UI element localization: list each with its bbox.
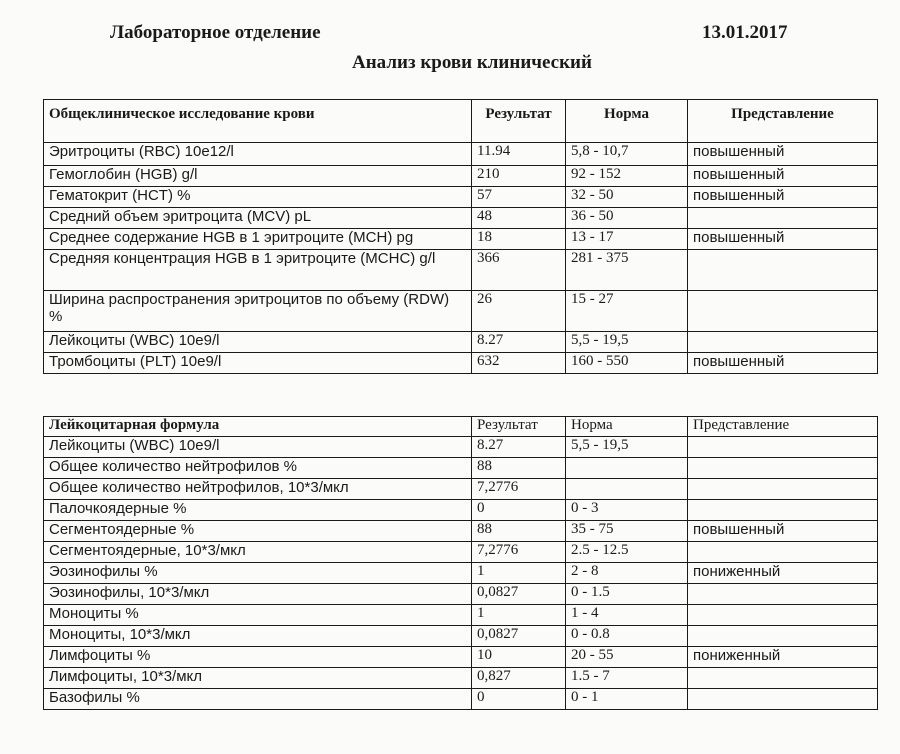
cell-status <box>688 689 878 710</box>
cell-name: Лейкоциты (WBC) 10e9/l <box>44 437 472 458</box>
table-row <box>44 229 878 250</box>
cell-result: 26 <box>472 291 566 332</box>
cell-status <box>688 458 878 479</box>
cell-name: Эритроциты (RBC) 10e12/l <box>44 143 472 166</box>
cell-result: 0,0827 <box>472 626 566 647</box>
cell-status <box>688 626 878 647</box>
cell-result: 7,2776 <box>472 479 566 500</box>
cell-status: повышенный <box>688 143 878 166</box>
cell-name: Тромбоциты (PLT) 10e9/l <box>44 353 472 374</box>
cell-name: Палочкоядерные % <box>44 500 472 521</box>
cell-status <box>688 542 878 563</box>
cell-norm: 0 - 1 <box>566 689 688 710</box>
cell-result: 88 <box>472 458 566 479</box>
cell-norm: 36 - 50 <box>566 208 688 229</box>
cell-status <box>688 291 878 332</box>
cell-status: повышенный <box>688 353 878 374</box>
cell-norm: 5,8 - 10,7 <box>566 143 688 166</box>
cell-norm: 2 - 8 <box>566 563 688 584</box>
cell-result: 10 <box>472 647 566 668</box>
cell-status <box>688 605 878 626</box>
cell-norm: 5,5 - 19,5 <box>566 437 688 458</box>
table-row <box>44 563 878 584</box>
table-row <box>44 187 878 208</box>
cell-name: Общее количество нейтрофилов, 10*3/мкл <box>44 479 472 500</box>
table-row <box>44 626 878 647</box>
cell-result: 1 <box>472 605 566 626</box>
cell-name: Лимфоциты, 10*3/мкл <box>44 668 472 689</box>
cell-status: пониженный <box>688 647 878 668</box>
cell-result: 0,0827 <box>472 584 566 605</box>
table-row <box>44 458 878 479</box>
cell-status: пониженный <box>688 563 878 584</box>
cell-name: Гематокрит (HCT) % <box>44 187 472 208</box>
header-test: Лейкоцитарная формула <box>44 417 472 437</box>
table-row <box>44 332 878 353</box>
cell-norm: 1 - 4 <box>566 605 688 626</box>
cell-norm: 0 - 3 <box>566 500 688 521</box>
cell-result: 18 <box>472 229 566 250</box>
cell-norm: 1.5 - 7 <box>566 668 688 689</box>
cell-norm: 0 - 0.8 <box>566 626 688 647</box>
cell-status: повышенный <box>688 521 878 542</box>
cell-norm: 160 - 550 <box>566 353 688 374</box>
cell-norm <box>566 479 688 500</box>
table-row <box>44 689 878 710</box>
cell-name: Базофилы % <box>44 689 472 710</box>
leukocyte-formula-table <box>43 416 878 710</box>
header-status: Представление <box>688 100 878 143</box>
table-row <box>44 542 878 563</box>
cell-status <box>688 584 878 605</box>
cell-norm: 281 - 375 <box>566 250 688 291</box>
cell-name: Среднее содержание HGB в 1 эритроците (MCH) pg <box>44 229 472 250</box>
table-row <box>44 500 878 521</box>
cell-result: 8.27 <box>472 437 566 458</box>
cell-name: Сегментоядерные % <box>44 521 472 542</box>
cell-name: Моноциты % <box>44 605 472 626</box>
header-norm: Норма <box>566 417 688 437</box>
general-blood-table <box>43 99 878 374</box>
cell-name: Гемоглобин (HGB) g/l <box>44 166 472 187</box>
table-row <box>44 353 878 374</box>
table-row <box>44 166 878 187</box>
table-header-row <box>44 100 878 143</box>
cell-name: Сегментоядерные, 10*3/мкл <box>44 542 472 563</box>
cell-name: Средняя концентрация HGB в 1 эритроците (MCHC) g/l <box>44 250 472 291</box>
cell-norm: 5,5 - 19,5 <box>566 332 688 353</box>
cell-result: 632 <box>472 353 566 374</box>
cell-result: 7,2776 <box>472 542 566 563</box>
cell-norm: 32 - 50 <box>566 187 688 208</box>
cell-name: Моноциты, 10*3/мкл <box>44 626 472 647</box>
cell-result: 11.94 <box>472 143 566 166</box>
report-date: 13.01.2017 <box>702 22 788 43</box>
cell-result: 0 <box>472 500 566 521</box>
cell-name: Средний объем эритроцита (MCV) pL <box>44 208 472 229</box>
table-row <box>44 668 878 689</box>
department-label: Лабораторное отделение <box>110 22 321 43</box>
cell-norm: 35 - 75 <box>566 521 688 542</box>
cell-norm: 15 - 27 <box>566 291 688 332</box>
cell-result: 57 <box>472 187 566 208</box>
header-norm: Норма <box>566 100 688 143</box>
cell-result: 8.27 <box>472 332 566 353</box>
header-test: Общеклиническое исследование крови <box>44 100 472 143</box>
table-row <box>44 521 878 542</box>
cell-norm: 20 - 55 <box>566 647 688 668</box>
table-row <box>44 208 878 229</box>
cell-name: Общее количество нейтрофилов % <box>44 458 472 479</box>
cell-status: повышенный <box>688 187 878 208</box>
cell-name: Эозинофилы, 10*3/мкл <box>44 584 472 605</box>
table-row <box>44 437 878 458</box>
cell-name: Лейкоциты (WBC) 10e9/l <box>44 332 472 353</box>
cell-status <box>688 332 878 353</box>
cell-norm <box>566 458 688 479</box>
cell-result: 366 <box>472 250 566 291</box>
header-result: Результат <box>472 417 566 437</box>
table-row <box>44 605 878 626</box>
table-row <box>44 250 878 291</box>
table-row <box>44 291 878 332</box>
table-row <box>44 647 878 668</box>
table-row <box>44 479 878 500</box>
cell-name: Лимфоциты % <box>44 647 472 668</box>
cell-status: повышенный <box>688 166 878 187</box>
cell-name: Эозинофилы % <box>44 563 472 584</box>
cell-name: Ширина распространения эритроцитов по объему (RDW) % <box>44 291 472 332</box>
cell-result: 88 <box>472 521 566 542</box>
header-status: Представление <box>688 417 878 437</box>
cell-norm: 13 - 17 <box>566 229 688 250</box>
cell-result: 0 <box>472 689 566 710</box>
cell-status <box>688 208 878 229</box>
cell-status <box>688 668 878 689</box>
cell-norm: 92 - 152 <box>566 166 688 187</box>
cell-result: 0,827 <box>472 668 566 689</box>
cell-status: повышенный <box>688 229 878 250</box>
header-result: Результат <box>472 100 566 143</box>
cell-result: 48 <box>472 208 566 229</box>
page-title: Анализ крови клинический <box>352 52 592 73</box>
cell-status <box>688 250 878 291</box>
cell-result: 1 <box>472 563 566 584</box>
cell-norm: 2.5 - 12.5 <box>566 542 688 563</box>
cell-result: 210 <box>472 166 566 187</box>
cell-norm: 0 - 1.5 <box>566 584 688 605</box>
cell-status <box>688 437 878 458</box>
table-row <box>44 143 878 166</box>
table-row <box>44 584 878 605</box>
cell-status <box>688 500 878 521</box>
cell-status <box>688 479 878 500</box>
table-header-row <box>44 417 878 437</box>
